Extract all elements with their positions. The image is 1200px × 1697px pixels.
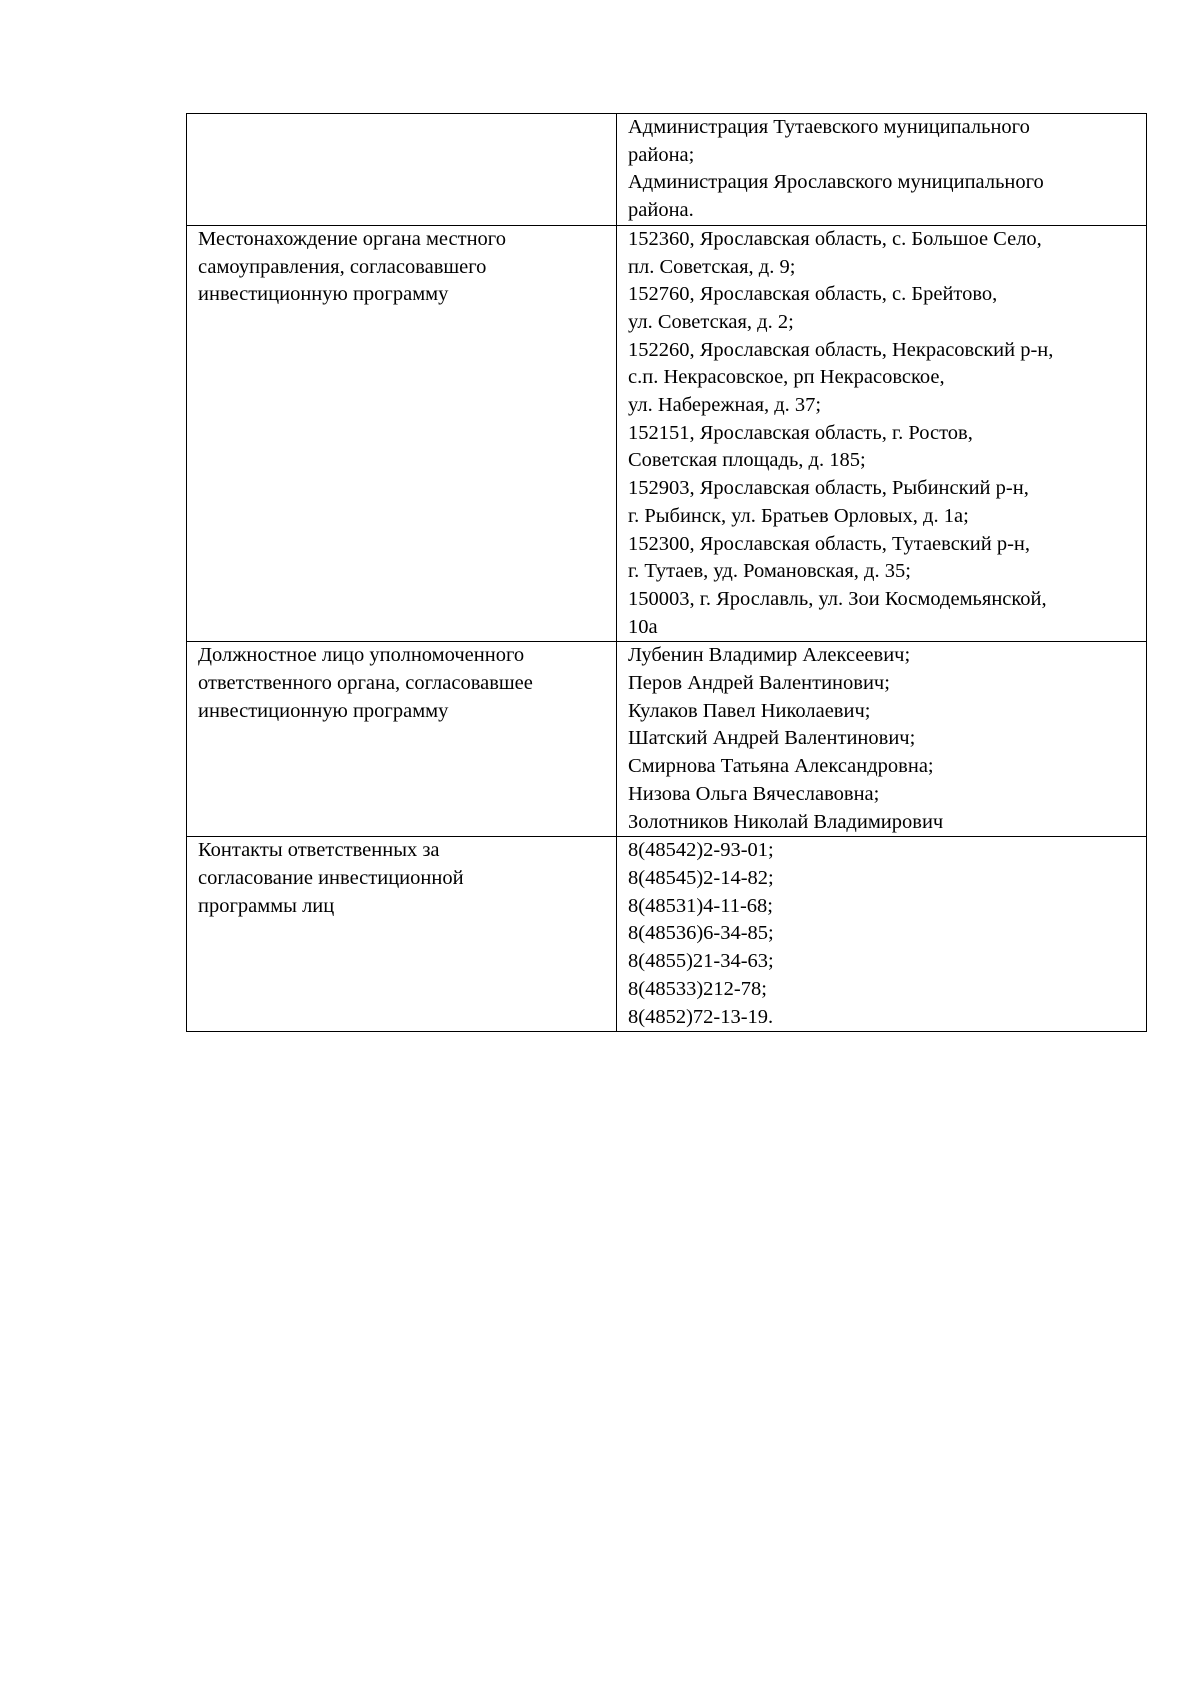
row-value-cell [617, 642, 1147, 837]
cell-line: 8(48542)2-93-01; [628, 839, 774, 862]
cell-line: Кулаков Павел Николаевич; [628, 699, 871, 722]
cell-line: района; [628, 143, 695, 166]
cell-line: Местонахождение органа местного [198, 227, 506, 250]
cell-line: самоуправления, согласовавшего [198, 255, 487, 278]
cell-line: программы лиц [198, 894, 335, 917]
cell-line: 8(48536)6-34-85; [628, 922, 774, 945]
cell-line: Должностное лицо уполномоченного [198, 644, 525, 667]
cell-line: инвестиционную программу [198, 699, 449, 722]
cell-line: г. Тутаев, уд. Романовская, д. 35; [628, 560, 911, 583]
cell-line: Администрация Тутаевского муниципального [628, 116, 1030, 138]
cell-line: 152903, Ярославская область, Рыбинский р-н, [628, 477, 1029, 500]
table-row [187, 225, 1147, 642]
cell-line: г. Рыбинск, ул. Братьев Орловых, д. 1а; [628, 504, 969, 527]
cell-line: ответственного органа, согласовавшее [198, 672, 533, 695]
cell-line: 8(4855)21-34-63; [628, 950, 774, 973]
cell-line: Перов Андрей Валентинович; [628, 672, 890, 695]
cell-line: Администрация Ярославского муниципального [628, 171, 1044, 194]
cell-line: согласование инвестиционной [198, 866, 464, 889]
cell-line: Низова Ольга Вячеславовна; [628, 782, 880, 805]
cell-line: 152151, Ярославская область, г. Ростов, [628, 421, 973, 444]
cell-line: 152760, Ярославская область, с. Брейтово, [628, 283, 998, 306]
cell-line: пл. Советская, д. 9; [628, 255, 796, 278]
cell-line: 8(48531)4-11-68; [628, 894, 773, 917]
cell-line: 152300, Ярославская область, Тутаевский р-н, [628, 532, 1030, 555]
cell-line: ул. Советская, д. 2; [628, 310, 794, 333]
row-value-cell [617, 114, 1147, 226]
row-value-cell [617, 225, 1147, 642]
cell-line: 8(4852)72-13-19. [628, 1005, 774, 1028]
table-row [187, 837, 1147, 1032]
cell-line: с.п. Некрасовское, рп Некрасовское, [628, 366, 945, 389]
cell-line: 8(48533)212-78; [628, 977, 767, 1000]
row-value-cell [617, 837, 1147, 1032]
cell-line: ул. Набережная, д. 37; [628, 394, 822, 417]
cell-line: Шатский Андрей Валентинович; [628, 727, 916, 750]
table-row [187, 114, 1147, 226]
cell-line: Смирнова Татьяна Александровна; [628, 755, 934, 778]
cell-line: 152360, Ярославская область, с. Большое Село, [628, 227, 1042, 250]
row-label-cell [187, 225, 617, 642]
cell-line: района. [628, 199, 694, 222]
cell-line: 10а [628, 615, 658, 638]
cell-line: 8(48545)2-14-82; [628, 866, 774, 889]
row-label-cell [187, 837, 617, 1032]
cell-line: 152260, Ярославская область, Некрасовский р-н, [628, 338, 1054, 361]
cell-line: Контакты ответственных за [198, 839, 440, 862]
row-label-cell [187, 642, 617, 837]
table-row [187, 642, 1147, 837]
cell-line: инвестиционную программу [198, 283, 449, 306]
info-table [186, 113, 1147, 1032]
row-label-cell [187, 114, 617, 226]
cell-line: Лубенин Владимир Алексеевич; [628, 644, 911, 667]
cell-line: 150003, г. Ярославль, ул. Зои Космодемьянской, [628, 587, 1047, 610]
cell-line: Советская площадь, д. 185; [628, 449, 866, 472]
cell-line: Золотников Николай Владимирович [628, 810, 944, 833]
